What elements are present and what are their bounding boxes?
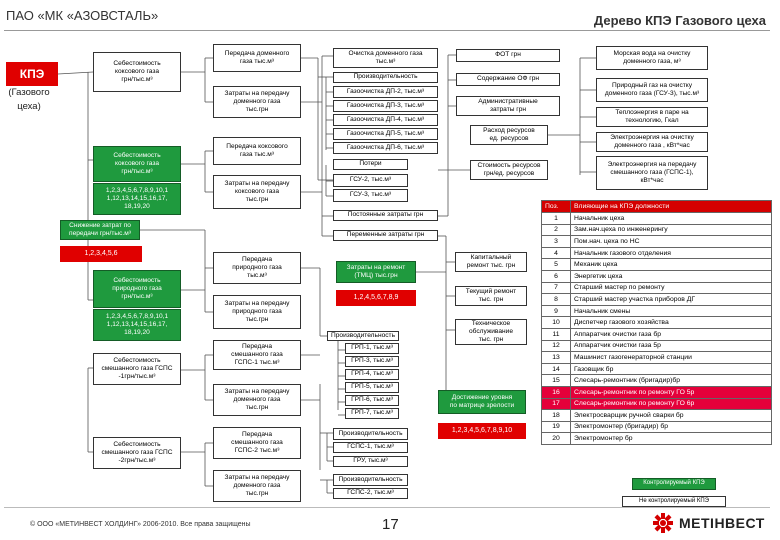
- legend-num: 12: [542, 340, 571, 352]
- grp-item: ГРП-6, тыс.м³: [345, 395, 399, 406]
- costs-transfer-natural-box: Затраты на передачу природного газа тыс.грн: [213, 295, 301, 329]
- costs-transfer-blast-2-box: Затраты на передачу доменного газа тыс.грн: [213, 384, 301, 416]
- grp-item: ГРП-4, тыс.м³: [345, 369, 399, 380]
- metinvest-logo: [652, 512, 765, 534]
- logo-text: МЕТІНВЕСТ: [679, 515, 765, 531]
- gru-box: ГРУ, тыс.м³: [333, 456, 408, 467]
- legend-row: [542, 375, 772, 387]
- legend-num: 2: [542, 224, 571, 236]
- resource-natural-gas-box: Природный газ на очистку доменного газа (ГСУ-3), тыс.м³: [596, 78, 708, 102]
- legend-role: Зам.нач.цеха по инженерингу: [571, 224, 772, 236]
- positions-legend-table: [541, 200, 772, 445]
- resource-cost-box: Стоимость ресурсов грн/ед. ресурсов: [470, 160, 548, 180]
- legend-num: 10: [542, 317, 571, 329]
- legend-role: Аппаратчик очистки газа 5р: [571, 340, 772, 352]
- tech-service-box: Техническое обслуживание тыс. грн: [455, 319, 527, 345]
- cost-coke-codes-box: 1,2,3,4,5,6,7,8,9,10,1 1,12,13,14,15,16,17, 18,19,20: [93, 183, 181, 215]
- root-kpe-subtitle: (Газового цеха): [8, 87, 50, 112]
- legend-num: 16: [542, 386, 571, 398]
- legend-row: [542, 421, 772, 433]
- legend-role: Начальник газового отделения: [571, 247, 772, 259]
- variable-costs-box: Переменные затраты грн: [333, 230, 438, 241]
- legend-role: Начальник смены: [571, 305, 772, 317]
- cost-coke-gas-box: Себестоимость коксового газа грн/тыс.м³: [93, 146, 181, 182]
- legend-num: 9: [542, 305, 571, 317]
- cost-natural-codes-box: 1,2,3,4,5,6,7,8,9,10,1 1,12,13,14,15,16,17, 18,19,20: [93, 309, 181, 341]
- legend-role: Пом.нач. цеха по НС: [571, 236, 772, 248]
- legend-col-num: Поз.: [542, 201, 571, 213]
- transfer-mixed-gas-2-box: Передача смешанного газа ГСПС-2 тыс.м³: [213, 427, 301, 459]
- legend-role: Электромонтер (бригадир) бр: [571, 421, 772, 433]
- legend-role: Электросварщик ручной сварки бр: [571, 410, 772, 422]
- resource-sea-water-box: Морская вода на очистку доменного газа, м³: [596, 46, 708, 70]
- maturity-box: Достижение уровня по матрице зрелости: [438, 390, 526, 414]
- fixed-costs-box: Постоянные затраты грн: [333, 210, 438, 221]
- legend-row: [542, 398, 772, 410]
- productivity-box: Производительность: [333, 72, 438, 83]
- legend-num: 7: [542, 282, 571, 294]
- cost-mixed-gas-2-box: Себестоимость смешанного газа ГСПС -2грн/тыс.м³: [93, 437, 181, 469]
- legend-row: [542, 386, 772, 398]
- productivity-4-box: Производительность: [333, 474, 408, 486]
- root-kpe-box: КПЭ: [6, 62, 58, 86]
- legend-row: [542, 352, 772, 364]
- legend-num: 17: [542, 398, 571, 410]
- legend-role: Энергетик цеха: [571, 270, 772, 282]
- transfer-natural-gas-box: Передача природного газа тыс.м³: [213, 252, 301, 284]
- page-title: Дерево КПЭ Газового цеха: [593, 13, 766, 28]
- legend-row: [542, 270, 772, 282]
- transfer-mixed-gas-1-box: Передача смешанного газа ГСПС-1 тыс.м³: [213, 340, 301, 370]
- legend-num: 5: [542, 259, 571, 271]
- resource-use-box: Расход ресурсов ед. ресурсов: [470, 125, 548, 145]
- legend-row: [542, 410, 772, 422]
- legend-role: Аппаратчик очистки газа бр: [571, 328, 772, 340]
- legend-controlled-key: Контролируемый КПЭ: [632, 478, 716, 490]
- costs-transfer-blast-3-box: Затраты на передачу доменного газа тыс.грн: [213, 470, 301, 502]
- gas-cleaning-item: Газоочистка ДП-5, тыс.м³: [333, 128, 438, 140]
- legend-num: 11: [542, 328, 571, 340]
- legend-role: Механик цеха: [571, 259, 772, 271]
- productivity-2-box: Производительность: [327, 331, 399, 341]
- company-name: ПАО «МК «АЗОВСТАЛЬ»: [6, 8, 159, 23]
- legend-role: Слесарь-ремонтник по ремонту ГО 6р: [571, 398, 772, 410]
- legend-num: 19: [542, 421, 571, 433]
- legend-num: 4: [542, 247, 571, 259]
- legend-row: [542, 305, 772, 317]
- legend-role: Начальник цеха: [571, 213, 772, 225]
- repair-costs-box: Затраты на ремонт (ТМЦ) тыс.грн: [336, 261, 416, 283]
- gsu2-box: ГСУ-2, тыс.м³: [333, 174, 408, 187]
- legend-uncontrolled-key: Не контролируемый КПЭ: [622, 496, 726, 507]
- resource-electricity-cleaning-box: Электроэнергия на очистку доменного газа , кВт*час: [596, 132, 708, 152]
- gas-cleaning-item: Газоочистка ДП-3, тыс.м³: [333, 100, 438, 112]
- gsu3-box: ГСУ-3, тыс.м³: [333, 189, 408, 202]
- cost-mixed-gas-1-box: Себестоимость смешанного газа ГСПС -1грн/тыс.м³: [93, 353, 181, 385]
- legend-num: 13: [542, 352, 571, 364]
- legend-role: Электромонтер бр: [571, 433, 772, 445]
- legend-role: Диспетчер газового хозяйства: [571, 317, 772, 329]
- cost-natural-gas-box: Себестоимость природного газа грн/тыс.м³: [93, 270, 181, 308]
- legend-row: [542, 340, 772, 352]
- admin-costs-box: Административные затраты грн: [456, 96, 560, 116]
- legend-row: [542, 247, 772, 259]
- legend-role: Машинист газогенераторной станции: [571, 352, 772, 364]
- legend-row: [542, 363, 772, 375]
- legend-role: Газовщик бр: [571, 363, 772, 375]
- legend-row: [542, 317, 772, 329]
- legend-col-role: Влияющие на КПЭ должности: [571, 201, 772, 213]
- legend-num: 8: [542, 294, 571, 306]
- grp-item: ГРП-1, тыс.м³: [345, 343, 399, 354]
- transfer-coke-gas-box: Передача коксового газа тыс.м³: [213, 137, 301, 165]
- legend-row: [542, 224, 772, 236]
- gas-cleaning-item: Газоочистка ДП-2, тыс.м³: [333, 86, 438, 98]
- copyright-text: © ООО «МЕТИНВЕСТ ХОЛДИНГ» 2006-2010. Все права защищены: [30, 521, 251, 528]
- legend-row: [542, 236, 772, 248]
- legend-num: 18: [542, 410, 571, 422]
- legend-num: 15: [542, 375, 571, 387]
- legend-row: [542, 213, 772, 225]
- transfer-blast-gas-box: Передача доменного газа тыс.м³: [213, 44, 301, 72]
- capital-repair-box: Капитальный ремонт тыс. грн: [455, 252, 527, 272]
- costs-transfer-coke-box: Затраты на передачу коксового газа тыс.грн: [213, 175, 301, 209]
- legend-row: [542, 294, 772, 306]
- resource-heat-energy-box: Теплоэнергия в паре на технологию, Гкал: [596, 107, 708, 127]
- legend-role: Старший мастер по ремонту: [571, 282, 772, 294]
- costs-transfer-blast-box: Затраты на передачу доменного газа тыс.грн: [213, 86, 301, 118]
- legend-role: Старший мастер участка приборов ДГ: [571, 294, 772, 306]
- legend-num: 20: [542, 433, 571, 445]
- legend-num: 1: [542, 213, 571, 225]
- star-logo-icon: [652, 512, 674, 534]
- grp-item: ГРП-5, тыс.м³: [345, 382, 399, 393]
- grp-item: ГРП-3, тыс.м³: [345, 356, 399, 367]
- gas-cleaning-item: Газоочистка ДП-6, тыс.м³: [333, 142, 438, 154]
- clean-blast-gas-box: Очистка доменного газа тыс.м³: [333, 48, 438, 68]
- legend-row: [542, 433, 772, 445]
- legend-row: [542, 259, 772, 271]
- gas-cleaning-item: Газоочистка ДП-4, тыс.м³: [333, 114, 438, 126]
- footer-divider: [4, 507, 770, 508]
- payroll-box: ФОТ грн: [456, 49, 560, 62]
- maturity-codes-box: 1,2,3,4,5,6,7,8,9,10: [438, 423, 526, 439]
- current-repair-box: Текущий ремонт тыс. грн: [455, 286, 527, 306]
- legend-num: 3: [542, 236, 571, 248]
- legend-role: Слесарь-ремонтник (бригадир)бр: [571, 375, 772, 387]
- grp-item: ГРП-7, тыс.м³: [345, 408, 399, 419]
- legend-role: Слесарь-ремонтник по ремонту ГО 5р: [571, 386, 772, 398]
- legend-header-row: [542, 201, 772, 213]
- legend-row: [542, 328, 772, 340]
- resource-electricity-transfer-box: Электроэнергия на передачу смешанного газа (ГСПС-1), кВт*час: [596, 156, 708, 190]
- maintenance-box: Содержание ОФ грн: [456, 73, 560, 86]
- repair-codes-box: 1,2,4,5,6,7,8,9: [336, 290, 416, 306]
- legend-row: [542, 282, 772, 294]
- cost-blast-gas-box: Себестоимость коксового газа грн/тыс.м³: [93, 52, 181, 92]
- legend-num: 6: [542, 270, 571, 282]
- gsps1-box: ГСПС-1, тыс.м³: [333, 442, 408, 453]
- legend-num: 14: [542, 363, 571, 375]
- gsps2-box: ГСПС-2, тыс.м³: [333, 488, 408, 499]
- page-number: 17: [382, 516, 399, 533]
- reduce-costs-box: Снижение затрат по передачи грн/тыс.м³: [60, 220, 140, 240]
- productivity-3-box: Производительность: [333, 428, 408, 440]
- losses-box: Потери: [333, 159, 408, 170]
- reduce-codes-box: 1,2,3,4,5,6: [60, 246, 142, 262]
